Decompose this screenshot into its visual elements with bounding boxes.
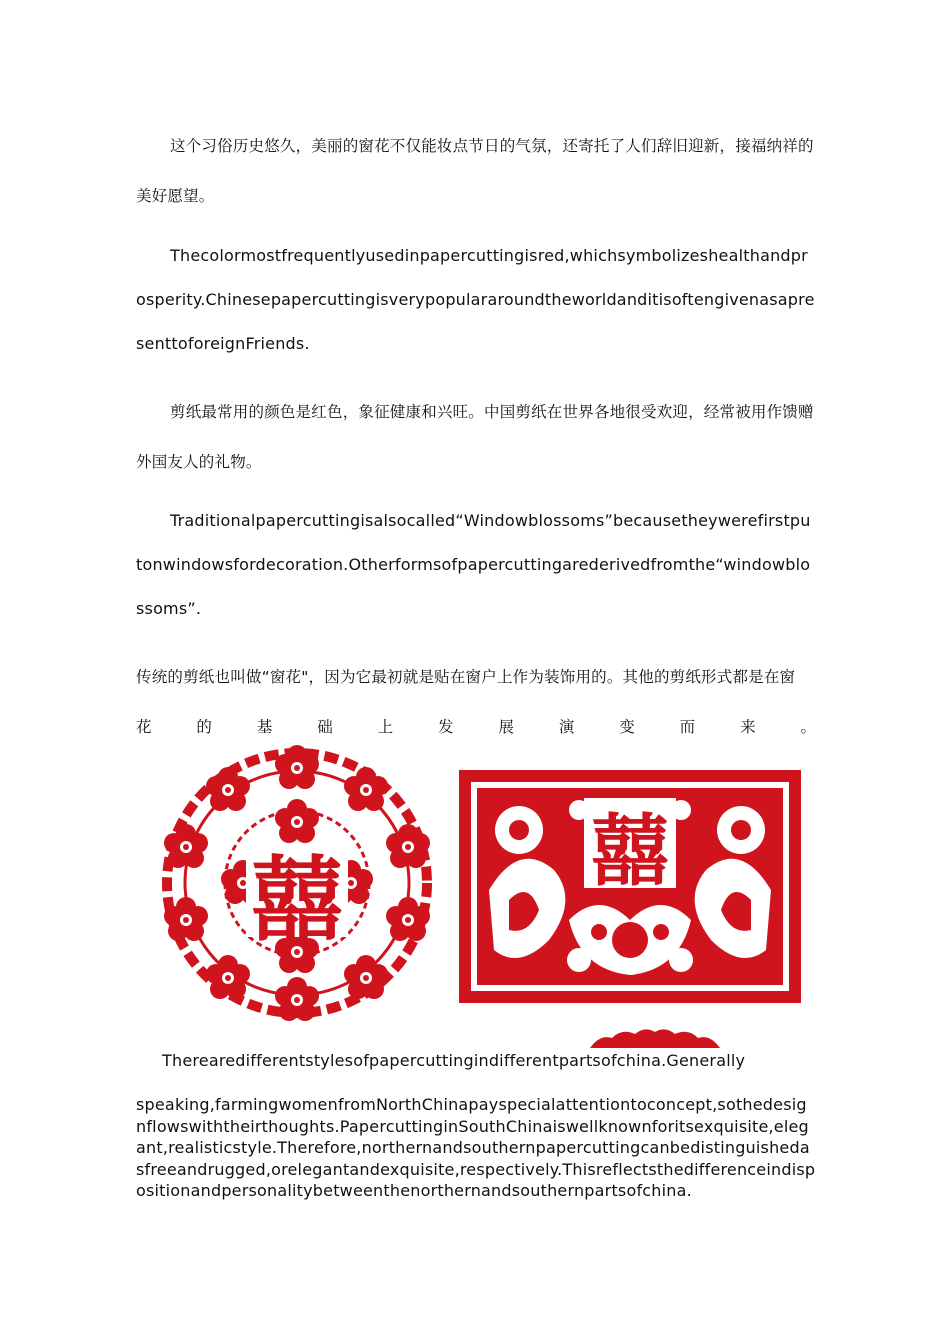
paragraph-zh-2: 剪纸最常用的颜色是红色，象征健康和兴旺。中国剪纸在世界各地很受欢迎，经常被用作馈赠外国友人的礼物。 [136,403,814,471]
paragraph-en-3-line1: Therearedifferentstylesofpapercuttingindifferentpartsofchina.Generally [162,1051,746,1070]
paragraph-zh-3-line2: 花 的 基 础 上 发 展 演 变 而 来 。 [136,718,816,736]
papercut-scallop-fragment [590,1026,720,1048]
papercut-rectangular-phoenix-image [459,770,801,1003]
paragraph-en-3-body: speaking,farmingwomenfromNorthChinapayspecialattentiontoconcept,sothedesignflowswiththeirthoughts.PapercuttinginSouthChinaiswellknownforitsexquisite,elegant,realisticstyle.Therefore,northernandsouthernpapercuttingcanbedistinguishedasfreeandrugged,orelegantandexquisite,respectively.Thisreflectsthedifferenceindispositionandpersonalitybetweenthenorthernandsouthernpartsofchina. [136,1095,816,1200]
double-happiness-glyph: 囍 [590,807,670,897]
paragraph-zh-1: 这个习俗历史悠久，美丽的窗花不仅能妆点节日的气氛，还寄托了人们辞旧迎新，接福纳祥的美好愿望。 [136,137,814,205]
paragraph-en-1: Thecolormostfrequentlyusedinpapercuttingisred,whichsymbolizeshealthandprosperity.ChinesepapercuttingisverypopulararoundtheworldanditisoftengivenasapresenttoforeignFriends. [136,246,815,353]
paragraph-en-2: Traditionalpapercuttingisalsocalled“Windowblossoms”becausetheywerefirstputonwindowsfordecoration.Otherformsofpapercuttingarederivedfromthe“windowblossoms”. [136,511,811,618]
double-happiness-glyph: 囍 [250,847,344,954]
papercut-round-medallion-image [146,742,448,1024]
paragraph-zh-3-line1: 传统的剪纸也叫做“窗花"，因为它最初就是贴在窗户上作为装饰用的。其他的剪纸形式都是在窗 [136,668,796,686]
